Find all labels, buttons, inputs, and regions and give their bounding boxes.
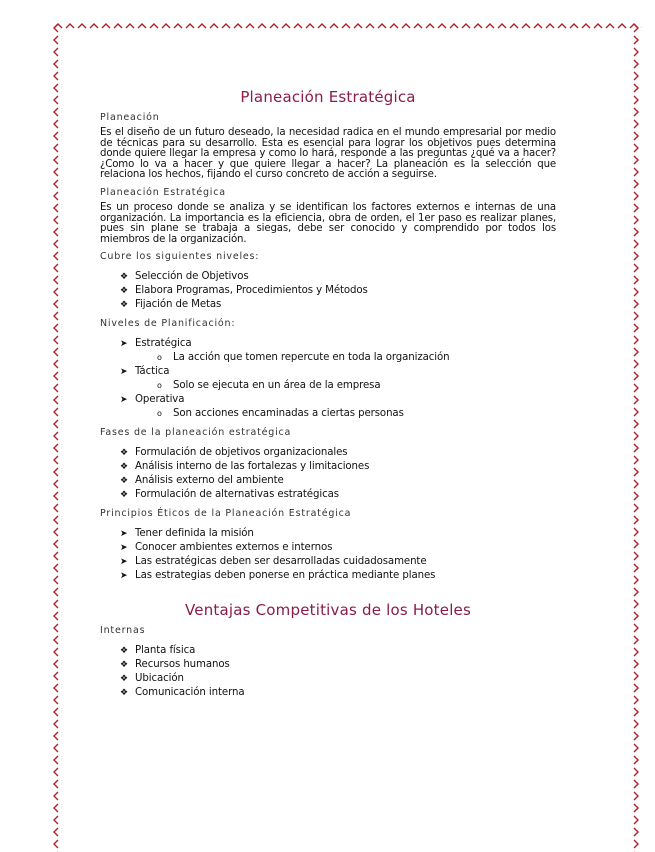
- list-item: ➤ Las estrategias deben ponerse en práctica mediante planes: [120, 570, 436, 582]
- internas-list: [100, 644, 556, 700]
- arrow-bullet-icon: ➤: [120, 529, 128, 540]
- list-item: ➤ Táctica o Solo se ejecuta en un área de la empresa: [120, 365, 556, 393]
- arrow-bullet-icon: ➤: [120, 339, 128, 350]
- diamond-bullet-icon: ❖: [120, 646, 128, 657]
- niveles-list: [100, 270, 556, 312]
- list-item: ❖ Formulación de objetivos organizacionales: [120, 447, 348, 459]
- diamond-bullet-icon: ❖: [120, 448, 128, 459]
- circle-bullet-icon: o: [157, 409, 162, 419]
- page-border-top: [52, 22, 642, 32]
- niveles-heading: Cubre los siguientes niveles:: [100, 251, 260, 263]
- second-title: Ventajas Competitivas de los Hoteles: [184, 601, 472, 620]
- sub-list-item: o La acción que tomen repercute en toda la organización: [157, 352, 450, 364]
- document-title: Planeación Estratégica: [240, 88, 416, 106]
- planeacion-paragraph: Es el diseño de un futuro deseado, la necesidad radica en el mundo empresarial por medio de técnicas para su desarrollo. Esta es esencial para lograr los objetivos pues determina donde quiere llegar la empresa y como lo hará, responde a las preguntas ¿qué va a hacer? ¿Como lo va a hacer y que quiere llegar a hacer? La planeación es la selección que relaciona los hechos, fijando el curso concreto de acción a seguirse.: [100, 127, 556, 181]
- principios-list: [100, 527, 556, 583]
- fases-list: [100, 446, 556, 502]
- diamond-bullet-icon: ❖: [120, 476, 128, 487]
- list-item: ❖ Selección de Objetivos: [120, 271, 249, 283]
- list-item: ❖ Recursos humanos: [120, 659, 230, 671]
- diamond-bullet-icon: ❖: [120, 660, 128, 671]
- planeacion-estrategica-paragraph: Es un proceso donde se analiza y se identifican los factores externos e internas de una organización. La importancia es la eficiencia, obra de orden, el 1er paso es realizar planes, pues sin plane se trabaja a siegas, debe ser conocido y comprendido por todos los miembros de la organización.: [100, 201, 556, 245]
- page-border-left: [52, 22, 62, 852]
- document-content: [100, 88, 556, 706]
- sub-list-item: o Solo se ejecuta en un área de la empresa: [157, 380, 381, 392]
- circle-bullet-icon: o: [157, 381, 162, 391]
- list-item: ➤ Conocer ambientes externos e internos: [120, 542, 333, 554]
- diamond-bullet-icon: ❖: [120, 272, 128, 283]
- arrow-bullet-icon: ➤: [120, 543, 128, 554]
- diamond-bullet-icon: ❖: [120, 490, 128, 501]
- planificacion-heading: Niveles de Planificación:: [100, 318, 236, 330]
- list-item: ❖ Planta física: [120, 645, 196, 657]
- list-item: ❖ Análisis interno de las fortalezas y limitaciones: [120, 461, 370, 473]
- list-item: ❖ Elabora Programas, Procedimientos y Métodos: [120, 285, 368, 297]
- list-item: ➤ Las estratégicas deben ser desarrolladas cuidadosamente: [120, 556, 427, 568]
- diamond-bullet-icon: ❖: [120, 286, 128, 297]
- diamond-bullet-icon: ❖: [120, 688, 128, 699]
- sub-list-item: o Son acciones encaminadas a ciertas personas: [157, 408, 404, 420]
- planeacion-estrategica-heading: Planeación Estratégica: [100, 186, 226, 198]
- arrow-bullet-icon: ➤: [120, 367, 128, 378]
- list-item: ➤ Operativa o Son acciones encaminadas a ciertas personas: [120, 393, 556, 421]
- list-item: ❖ Análisis externo del ambiente: [120, 475, 284, 487]
- list-item: ➤ Tener definida la misión: [120, 528, 254, 540]
- list-item: ❖ Comunicación interna: [120, 687, 245, 699]
- diamond-bullet-icon: ❖: [120, 462, 128, 473]
- list-item: ❖ Formulación de alternativas estratégicas: [120, 489, 339, 501]
- arrow-bullet-icon: ➤: [120, 395, 128, 406]
- principios-heading: Principios Éticos de la Planeación Estratégica: [100, 508, 352, 520]
- list-item: ❖ Fijación de Metas: [120, 299, 222, 311]
- arrow-bullet-icon: ➤: [120, 571, 128, 582]
- diamond-bullet-icon: ❖: [120, 674, 128, 685]
- arrow-bullet-icon: ➤: [120, 557, 128, 568]
- circle-bullet-icon: o: [157, 353, 162, 363]
- page-border-right: [630, 22, 640, 852]
- diamond-bullet-icon: ❖: [120, 300, 128, 311]
- internas-heading: Internas: [100, 625, 146, 637]
- fases-heading: Fases de la planeación estratégica: [100, 427, 292, 439]
- planificacion-list: [100, 337, 556, 421]
- list-item: ➤ Estratégica o La acción que tomen repercute en toda la organización: [120, 337, 556, 365]
- planeacion-heading: Planeación: [100, 112, 160, 123]
- list-item: ❖ Ubicación: [120, 673, 184, 685]
